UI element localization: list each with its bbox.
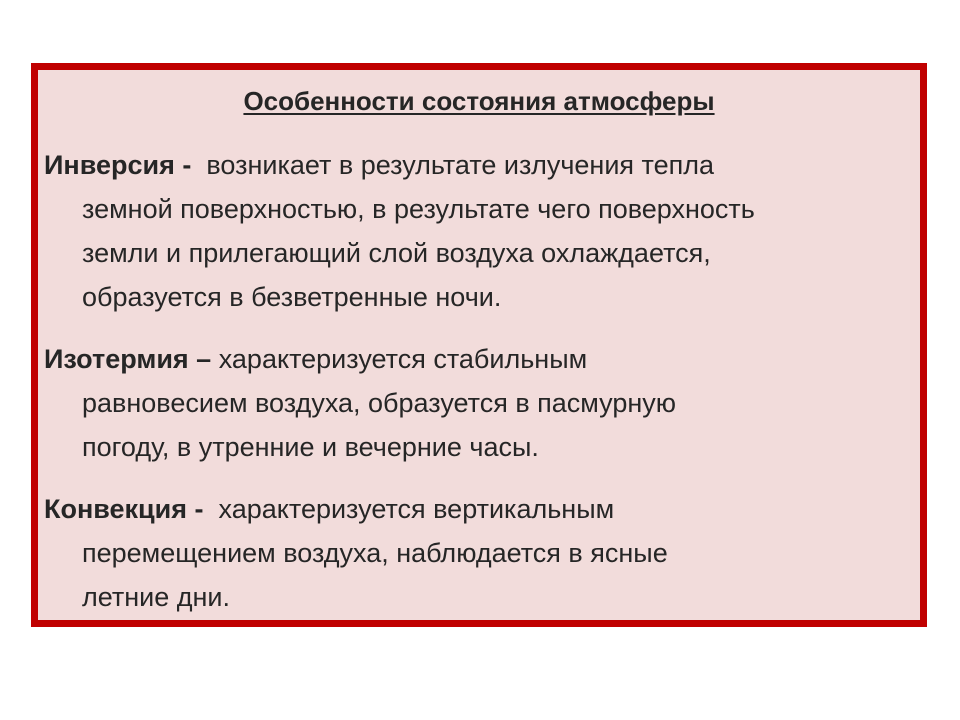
content-box: [31, 63, 927, 627]
definition-first-line: [44, 487, 924, 531]
definition-first-line: [44, 337, 924, 381]
definition-first-line: [44, 143, 924, 187]
definition-line: земли и прилегающий слой воздуха охлаждается,: [82, 238, 711, 268]
term-isotherm: Изотермия –: [44, 344, 212, 374]
definition-line: равновесием воздуха, образуется в пасмурную: [82, 388, 677, 418]
definition-convection: [44, 487, 924, 619]
definition-line: погоду, в утренние и вечерние часы.: [82, 432, 539, 462]
definition-text: характеризуется вертикальным: [218, 494, 615, 524]
slide-title: Особенности состояния атмосферы: [243, 86, 715, 116]
definition-line: перемещением воздуха, наблюдается в ясные: [82, 538, 668, 568]
definition-line: земной поверхностью, в результате чего поверхность: [82, 194, 755, 224]
definition-text: возникает в результате излучения тепла: [206, 150, 715, 180]
term-inversion: Инверсия -: [44, 150, 192, 180]
term-convection: Конвекция -: [44, 494, 204, 524]
definition-isotherm: [44, 337, 924, 469]
definition-text: характеризуется стабильным: [218, 344, 588, 374]
definition-line: образуется в безветренные ночи.: [82, 282, 502, 312]
definition-line: летние дни.: [82, 582, 230, 612]
definition-inversion: [44, 143, 924, 319]
